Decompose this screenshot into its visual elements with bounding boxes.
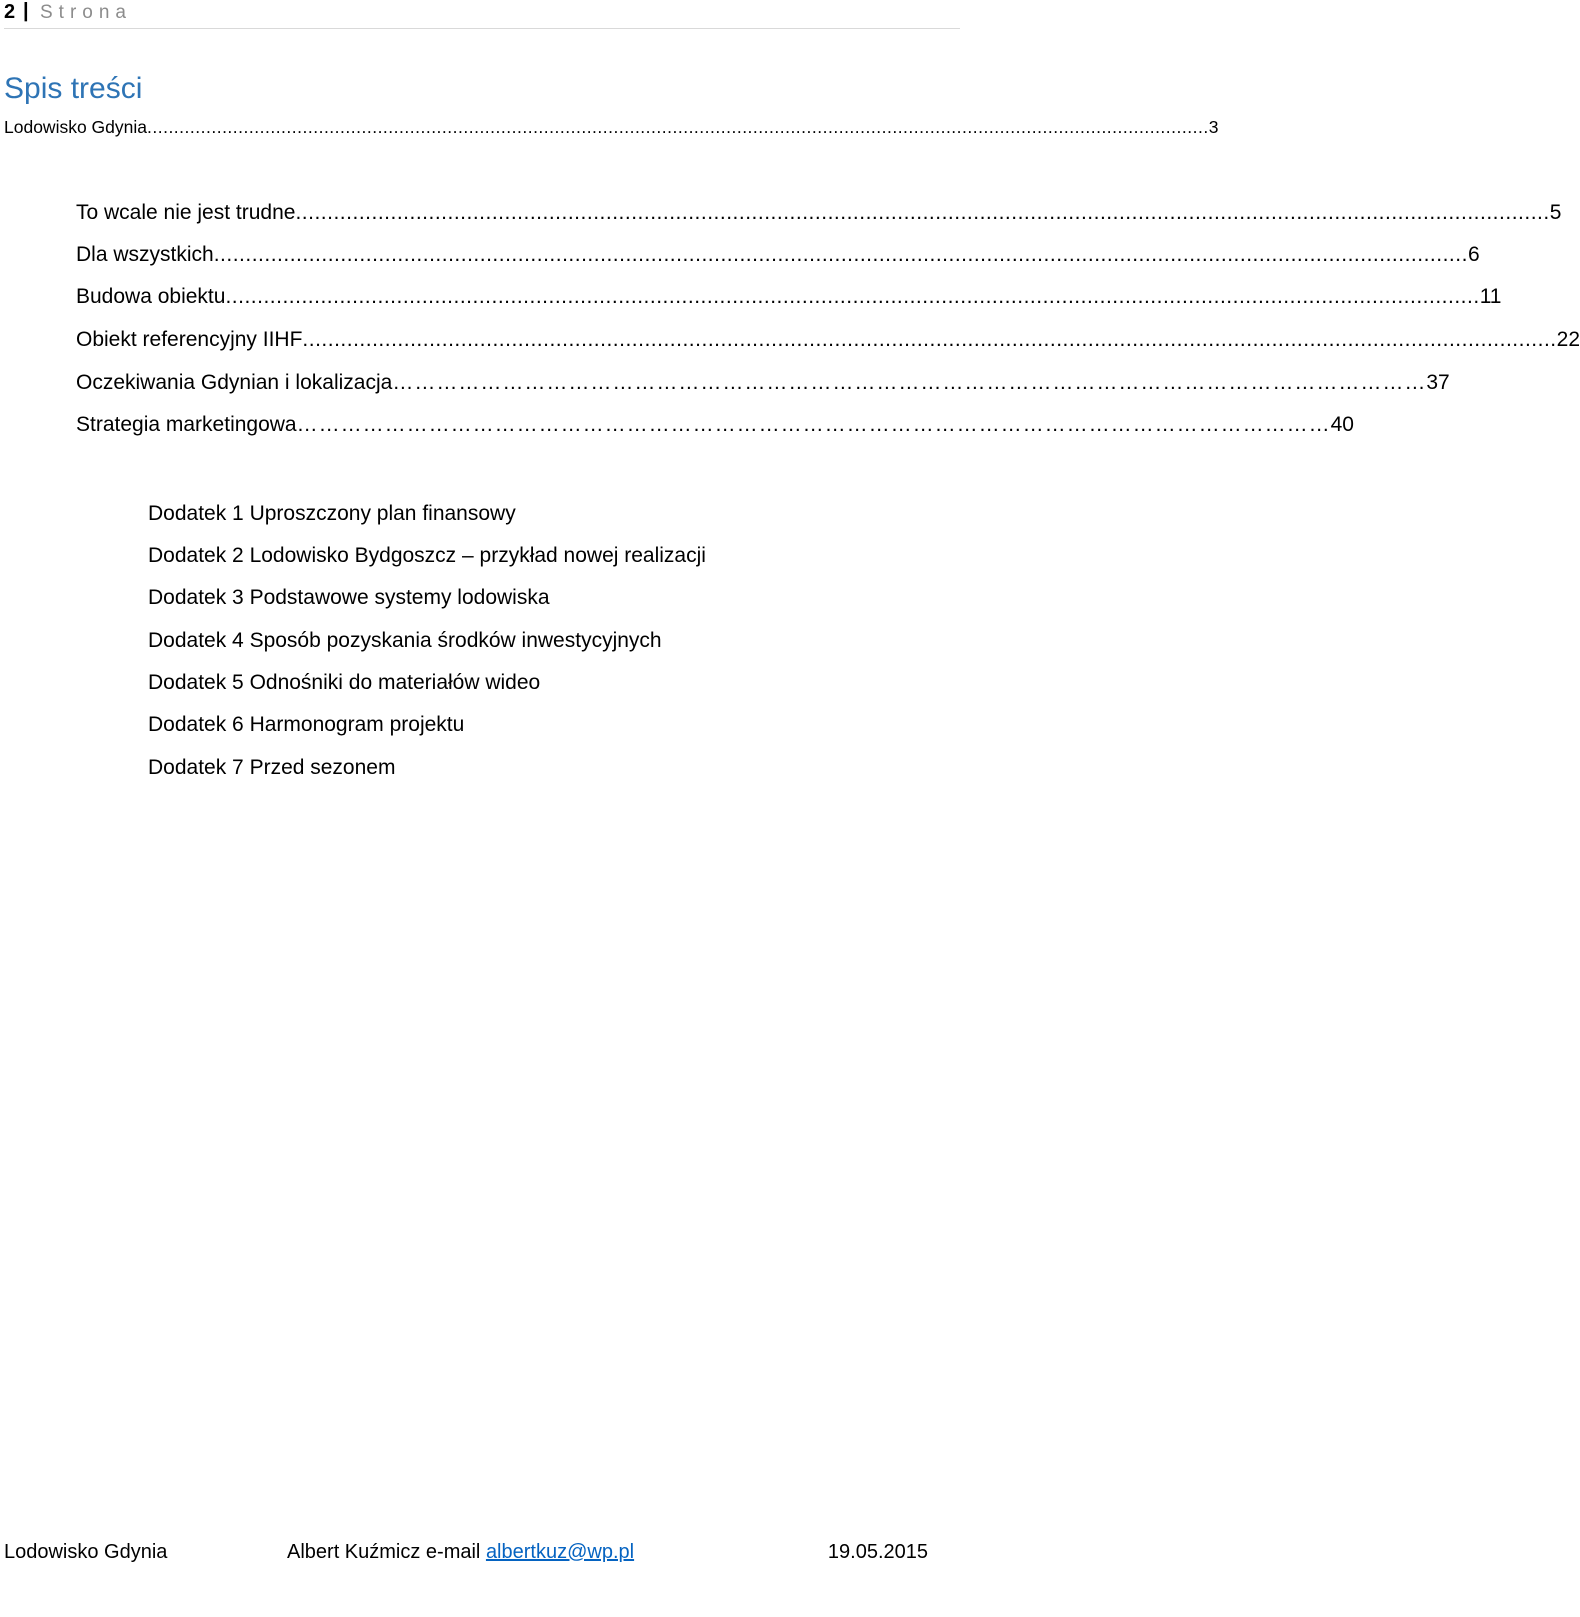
footer-email-link[interactable]: albertkuz@wp.pl <box>485 1541 635 1563</box>
page-header <box>4 0 960 29</box>
toc-leader: ...................................................................................................................................................................................................... <box>302 328 1557 351</box>
toc-entry-page: 6 <box>1467 243 1480 266</box>
toc-entry-page: 3 <box>1208 117 1219 137</box>
toc-entry-label: Oczekiwania Gdynian i lokalizacja <box>76 371 393 394</box>
toc-entry-page: 40 <box>1330 413 1354 436</box>
toc-entry-strategia[interactable] <box>76 413 1354 437</box>
toc-leader: ...................................................................................................................................................................................................... <box>295 201 1550 224</box>
footer-author <box>287 1541 634 1564</box>
toc-entry-page: 37 <box>1426 371 1450 394</box>
toc-entry-label: Strategia marketingowa <box>76 413 297 436</box>
annex-item: Dodatek 7 Przed sezonem <box>148 756 396 779</box>
footer-author-text: Albert Kuźmicz e-mail <box>287 1541 486 1563</box>
footer-document-title: Lodowisko Gdynia <box>4 1541 168 1563</box>
toc-entry-label: Obiekt referencyjny IIHF <box>76 328 303 351</box>
footer-date: 19.05.2015 <box>827 1541 928 1563</box>
toc-entry-label: Lodowisko Gdynia <box>4 117 147 137</box>
toc-entry-budowa-obiektu[interactable] <box>76 285 1502 309</box>
annex-item: Dodatek 4 Sposób pozyskania środków inwestycyjnych <box>148 629 662 652</box>
toc-title: Spis treści <box>4 72 143 105</box>
toc-entry-oczekiwania[interactable] <box>76 371 1450 395</box>
toc-entry-obiekt-referencyjny[interactable] <box>76 328 1580 352</box>
toc-entry-lodowisko-gdynia[interactable] <box>4 115 1219 139</box>
toc-entry-label: To wcale nie jest trudne <box>76 201 296 224</box>
toc-entry-page: 11 <box>1479 285 1502 308</box>
annex-item: Dodatek 5 Odnośniki do materiałów wideo <box>148 671 541 694</box>
toc-entry-dla-wszystkich[interactable] <box>76 243 1480 267</box>
toc-entry-to-wcale[interactable] <box>76 201 1562 225</box>
toc-entry-page: 5 <box>1549 201 1562 224</box>
annex-item: Dodatek 3 Podstawowe systemy lodowiska <box>148 586 550 609</box>
toc-leader: …………………………………………………………………………………………………………………………… <box>296 413 1331 436</box>
toc-leader: …………………………………………………………………………………………………………………………… <box>392 371 1427 394</box>
page-word: Strona <box>40 2 132 23</box>
toc-entry-label: Dla wszystkich <box>76 243 214 266</box>
toc-leader: ...................................................................................................................................................................................................... <box>213 243 1468 266</box>
toc-entry-page: 22 <box>1556 328 1580 351</box>
toc-leader: ...................................................................................................................................................................................................... <box>147 117 1209 137</box>
toc-leader: ...................................................................................................................................................................................................... <box>225 285 1480 308</box>
header-separator: | <box>23 0 29 22</box>
annex-item: Dodatek 2 Lodowisko Bydgoszcz – przykład nowej realizacji <box>148 544 706 567</box>
annex-item: Dodatek 6 Harmonogram projektu <box>148 713 465 736</box>
toc-entry-label: Budowa obiektu <box>76 285 226 308</box>
annex-item: Dodatek 1 Uproszczony plan finansowy <box>148 502 516 525</box>
page-number: 2 <box>4 1 16 23</box>
